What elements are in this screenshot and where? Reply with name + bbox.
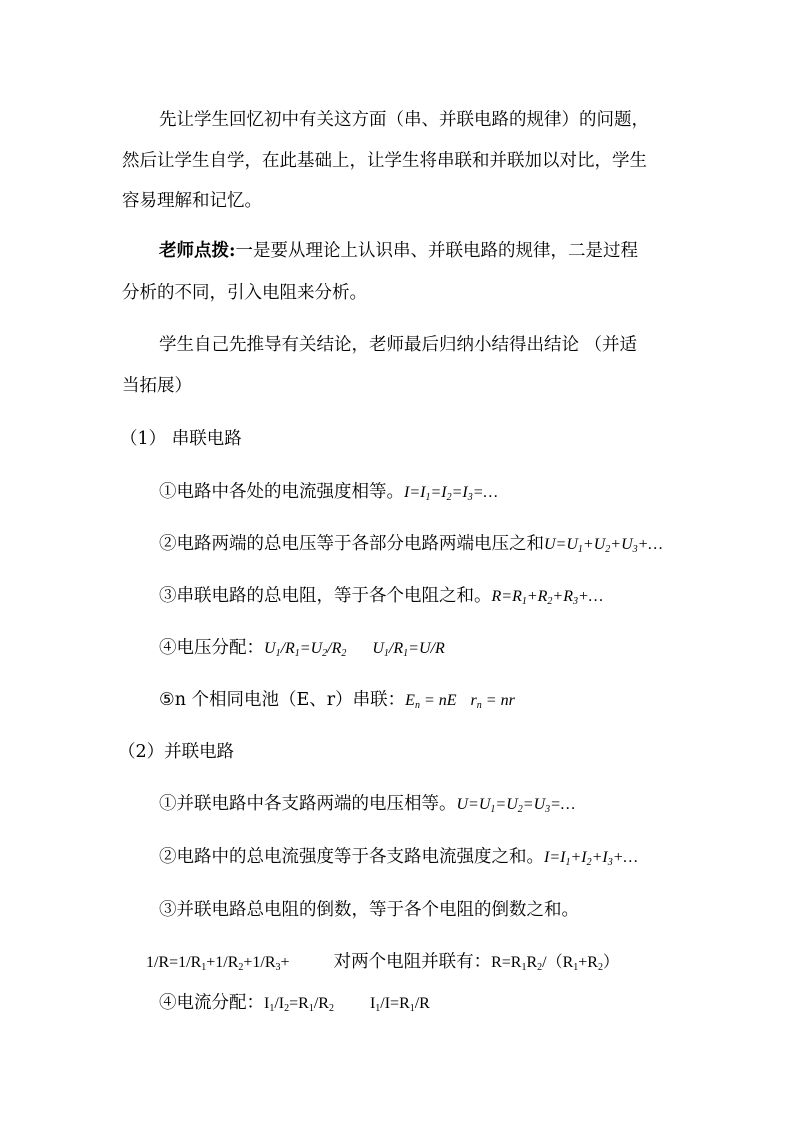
series-item-1-formula: $I=I_1=I_2=I_3=\dots$ xyxy=(404,484,498,503)
parallel-item-4-text: ④电流分配： xyxy=(159,993,264,1013)
series-item-4-formula-a: $U_1/R_1=U_2/R_2$ xyxy=(264,640,347,659)
series-item-3-text: ③串联电路的总电阻，等于各个电阻之和。 xyxy=(159,586,492,606)
summary-line-1: 学生自己先推导有关结论，老师最后归纳小结得出结论 （并适 xyxy=(159,335,638,355)
parallel-item-3-formula-b: $R=R_1R_2/(R_1+R_2)$ xyxy=(491,954,619,973)
summary-line-2: 当拓展） xyxy=(122,376,192,396)
parallel-item-2-formula: $I=I_1+I_2+I_3+\dots$ xyxy=(544,849,638,868)
series-item-5-text: ⑤n 个相同电池（E、r）串联： xyxy=(159,690,406,710)
intro-line-2: 然后让学生自学，在此基础上，让学生将串联和并联加以对比，学生 xyxy=(122,151,647,171)
series-item-3-formula: $R=R_1+R_2+R_3+\dots$ xyxy=(491,588,604,607)
parallel-item-3-formulas xyxy=(146,950,619,975)
teacher-tip-text: 一是要从理论上认识串、并联电路的规律，二是过程 xyxy=(235,241,638,261)
series-item-1 xyxy=(159,480,498,505)
parallel-item-3-note: 对两个电阻并联有： xyxy=(333,952,492,972)
intro-line-1: 先让学生回忆初中有关这方面（串、并联电路的规律）的问题， xyxy=(159,110,649,130)
teacher-tip-label: 老师点拨: xyxy=(159,241,236,261)
series-item-5 xyxy=(159,688,515,713)
intro-line-3: 容易理解和记忆。 xyxy=(122,191,262,211)
parallel-item-3-formula-a: $1/R=1/R_1+1/R_2+1/R_3+$ xyxy=(146,954,290,973)
parallel-heading: （2）并联电路 xyxy=(118,742,235,762)
series-item-4-text: ④电压分配： xyxy=(159,638,264,658)
parallel-item-3: ③并联电路总电阻的倒数，等于各个电阻的倒数之和。 xyxy=(159,900,579,920)
series-item-5-formula-a: $E_n$ = nE xyxy=(405,692,457,711)
parallel-item-4-formula-b: $I_1/I=R_1/R$ xyxy=(369,995,430,1014)
parallel-item-4 xyxy=(159,991,430,1016)
series-item-3 xyxy=(159,584,603,609)
parallel-item-2 xyxy=(159,845,638,870)
series-item-5-formula-b: $r_n$ = nr xyxy=(470,692,515,711)
series-item-4 xyxy=(159,636,445,661)
series-heading: （1） 串联电路 xyxy=(120,429,242,449)
parallel-item-1-formula: $U=U_1=U_2=U_3=\dots$ xyxy=(456,796,576,815)
series-item-4-formula-b: $U_1/R_1=U/R$ xyxy=(372,640,445,659)
series-item-2-text: ②电路两端的总电压等于各部分电路两端电压之和 xyxy=(159,534,544,554)
parallel-item-1-text: ①并联电路中各支路两端的电压相等。 xyxy=(159,794,457,814)
teacher-tip-line-1 xyxy=(159,239,638,263)
parallel-item-4-formula-a: $I_1/I_2=R_1/R_2$ xyxy=(264,995,334,1014)
series-item-2-formula: $U=U_1+U_2+U_3+\dots$ xyxy=(544,536,663,555)
teacher-tip-line-2: 分析的不同，引入电阻来分析。 xyxy=(122,283,367,303)
series-item-1-text: ①电路中各处的电流强度相等。 xyxy=(159,482,404,502)
series-item-2 xyxy=(159,532,663,557)
parallel-item-2-text: ②电路中的总电流强度等于各支路电流强度之和。 xyxy=(159,847,544,867)
parallel-item-1 xyxy=(159,792,575,817)
